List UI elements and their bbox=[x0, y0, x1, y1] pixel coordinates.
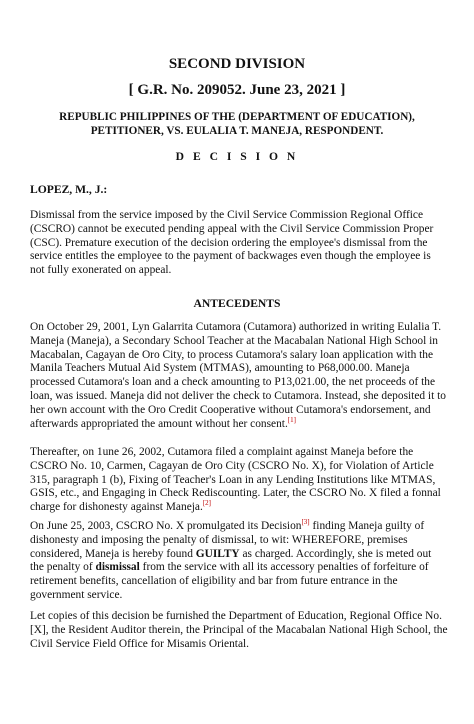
decision-label: D E C I S I O N bbox=[175, 150, 299, 163]
paragraph-1-text: On October 29, 2001, Lyn Galarrita Cutamora (Cutamora) authorized in writing Eulalia T. Maneja (Maneja), a Secondary School Teacher at the Macabalan National High School in Macabalan, Cagayan de Oro City, to process Cutamora's salary loan application with the Manila Teachers Mutual Aid System (MTMAS), amounting to P68,000.00. Maneja processed Cutamora's loan and a check amounting to P13,021.00, the net proceeds of the loan, was issued. Maneja did not deliver the check to Cutamora. Instead, she deposited it to her own account with the Oro Credit Cooperative without Cutamora's endorsement, and afterwards appropriated the amount without her consent. bbox=[30, 321, 446, 430]
paragraph-4-text: Let copies of this decision be furnished the Department of Education, Regional Office No. [X], the Resident Auditor therein, the Principal of the Macabalan National High School, the Civil Service Field Office for Misamis Oriental. bbox=[30, 610, 448, 650]
parties-line-1: REPUBLIC PHILIPPINES OF THE (DEPARTMENT OF EDUCATION), bbox=[59, 111, 415, 123]
footnote-link-1[interactable]: [1] bbox=[287, 415, 296, 424]
guilty-emphasis: GUILTY bbox=[195, 547, 240, 560]
paragraph-2-text: Thereafter, on 1une 26, 2002, Cutamora filed a complaint against Maneja before the CSCRO No. 10, Carmen, Cagayan de Oro City (CSCRO No. X), for Violation of Article 315, paragraph 1 (b), Fixing of Teacher's Loan in any Lending Institutions like MTMAS, GSIS, etc., and Engaging in Check Rediscounting. Later, the CSCRO No. X filed a fonnal charge for dishonesty against Maneja. bbox=[30, 446, 441, 514]
paragraph-3-text-b: finding Maneja guilty of dishonesty and imposing the penalty of dismissal, to wit: WHEREFORE, premises considered, Maneja is hereby found bbox=[30, 520, 425, 560]
paragraph-3-text-c: as charged. Accordingly, she is meted out the penalty of bbox=[30, 547, 432, 574]
footnote-link-2[interactable]: [2] bbox=[202, 499, 211, 508]
division-heading: SECOND DIVISION bbox=[168, 56, 306, 72]
case-number-heading: [ G.R. No. 209052. June 23, 2021 ] bbox=[128, 82, 346, 98]
paragraph-2 bbox=[30, 446, 448, 515]
footnote-link-3[interactable]: [3] bbox=[301, 518, 310, 527]
paragraph-1 bbox=[30, 321, 448, 431]
paragraph-3-text-d: from the service with all its accessory penalties of forfeiture of retirement benefits, cancellation of eligibility and bar from future entrance in the government service. bbox=[30, 561, 429, 601]
parties-line-2: PETITIONER, VS. EULALIA T. MANEJA, RESPONDENT. bbox=[90, 125, 384, 137]
ponente-name: LOPEZ, M., J.: bbox=[30, 183, 108, 196]
section-title: ANTECEDENTS bbox=[193, 297, 281, 310]
paragraph-3-text-a: On June 25, 2003, CSCRO No. X promulgated its Decision bbox=[30, 520, 302, 532]
dismissal-emphasis: dismissal bbox=[95, 561, 140, 574]
syllabus-paragraph bbox=[30, 209, 448, 278]
paragraph-3 bbox=[30, 520, 448, 603]
syllabus-text: Dismissal from the service imposed by the Civil Service Commission Regional Office (CSCRO) cannot be executed pending appeal with the Civil Service Commission Proper (CSC). Premature execution of the decision ordering the employee's dismissal from the service entitles the employee to the payment of backwages even though the employee is not fully exonerated on appeal. bbox=[30, 209, 434, 277]
case-parties bbox=[0, 110, 474, 138]
paragraph-4 bbox=[30, 610, 448, 651]
